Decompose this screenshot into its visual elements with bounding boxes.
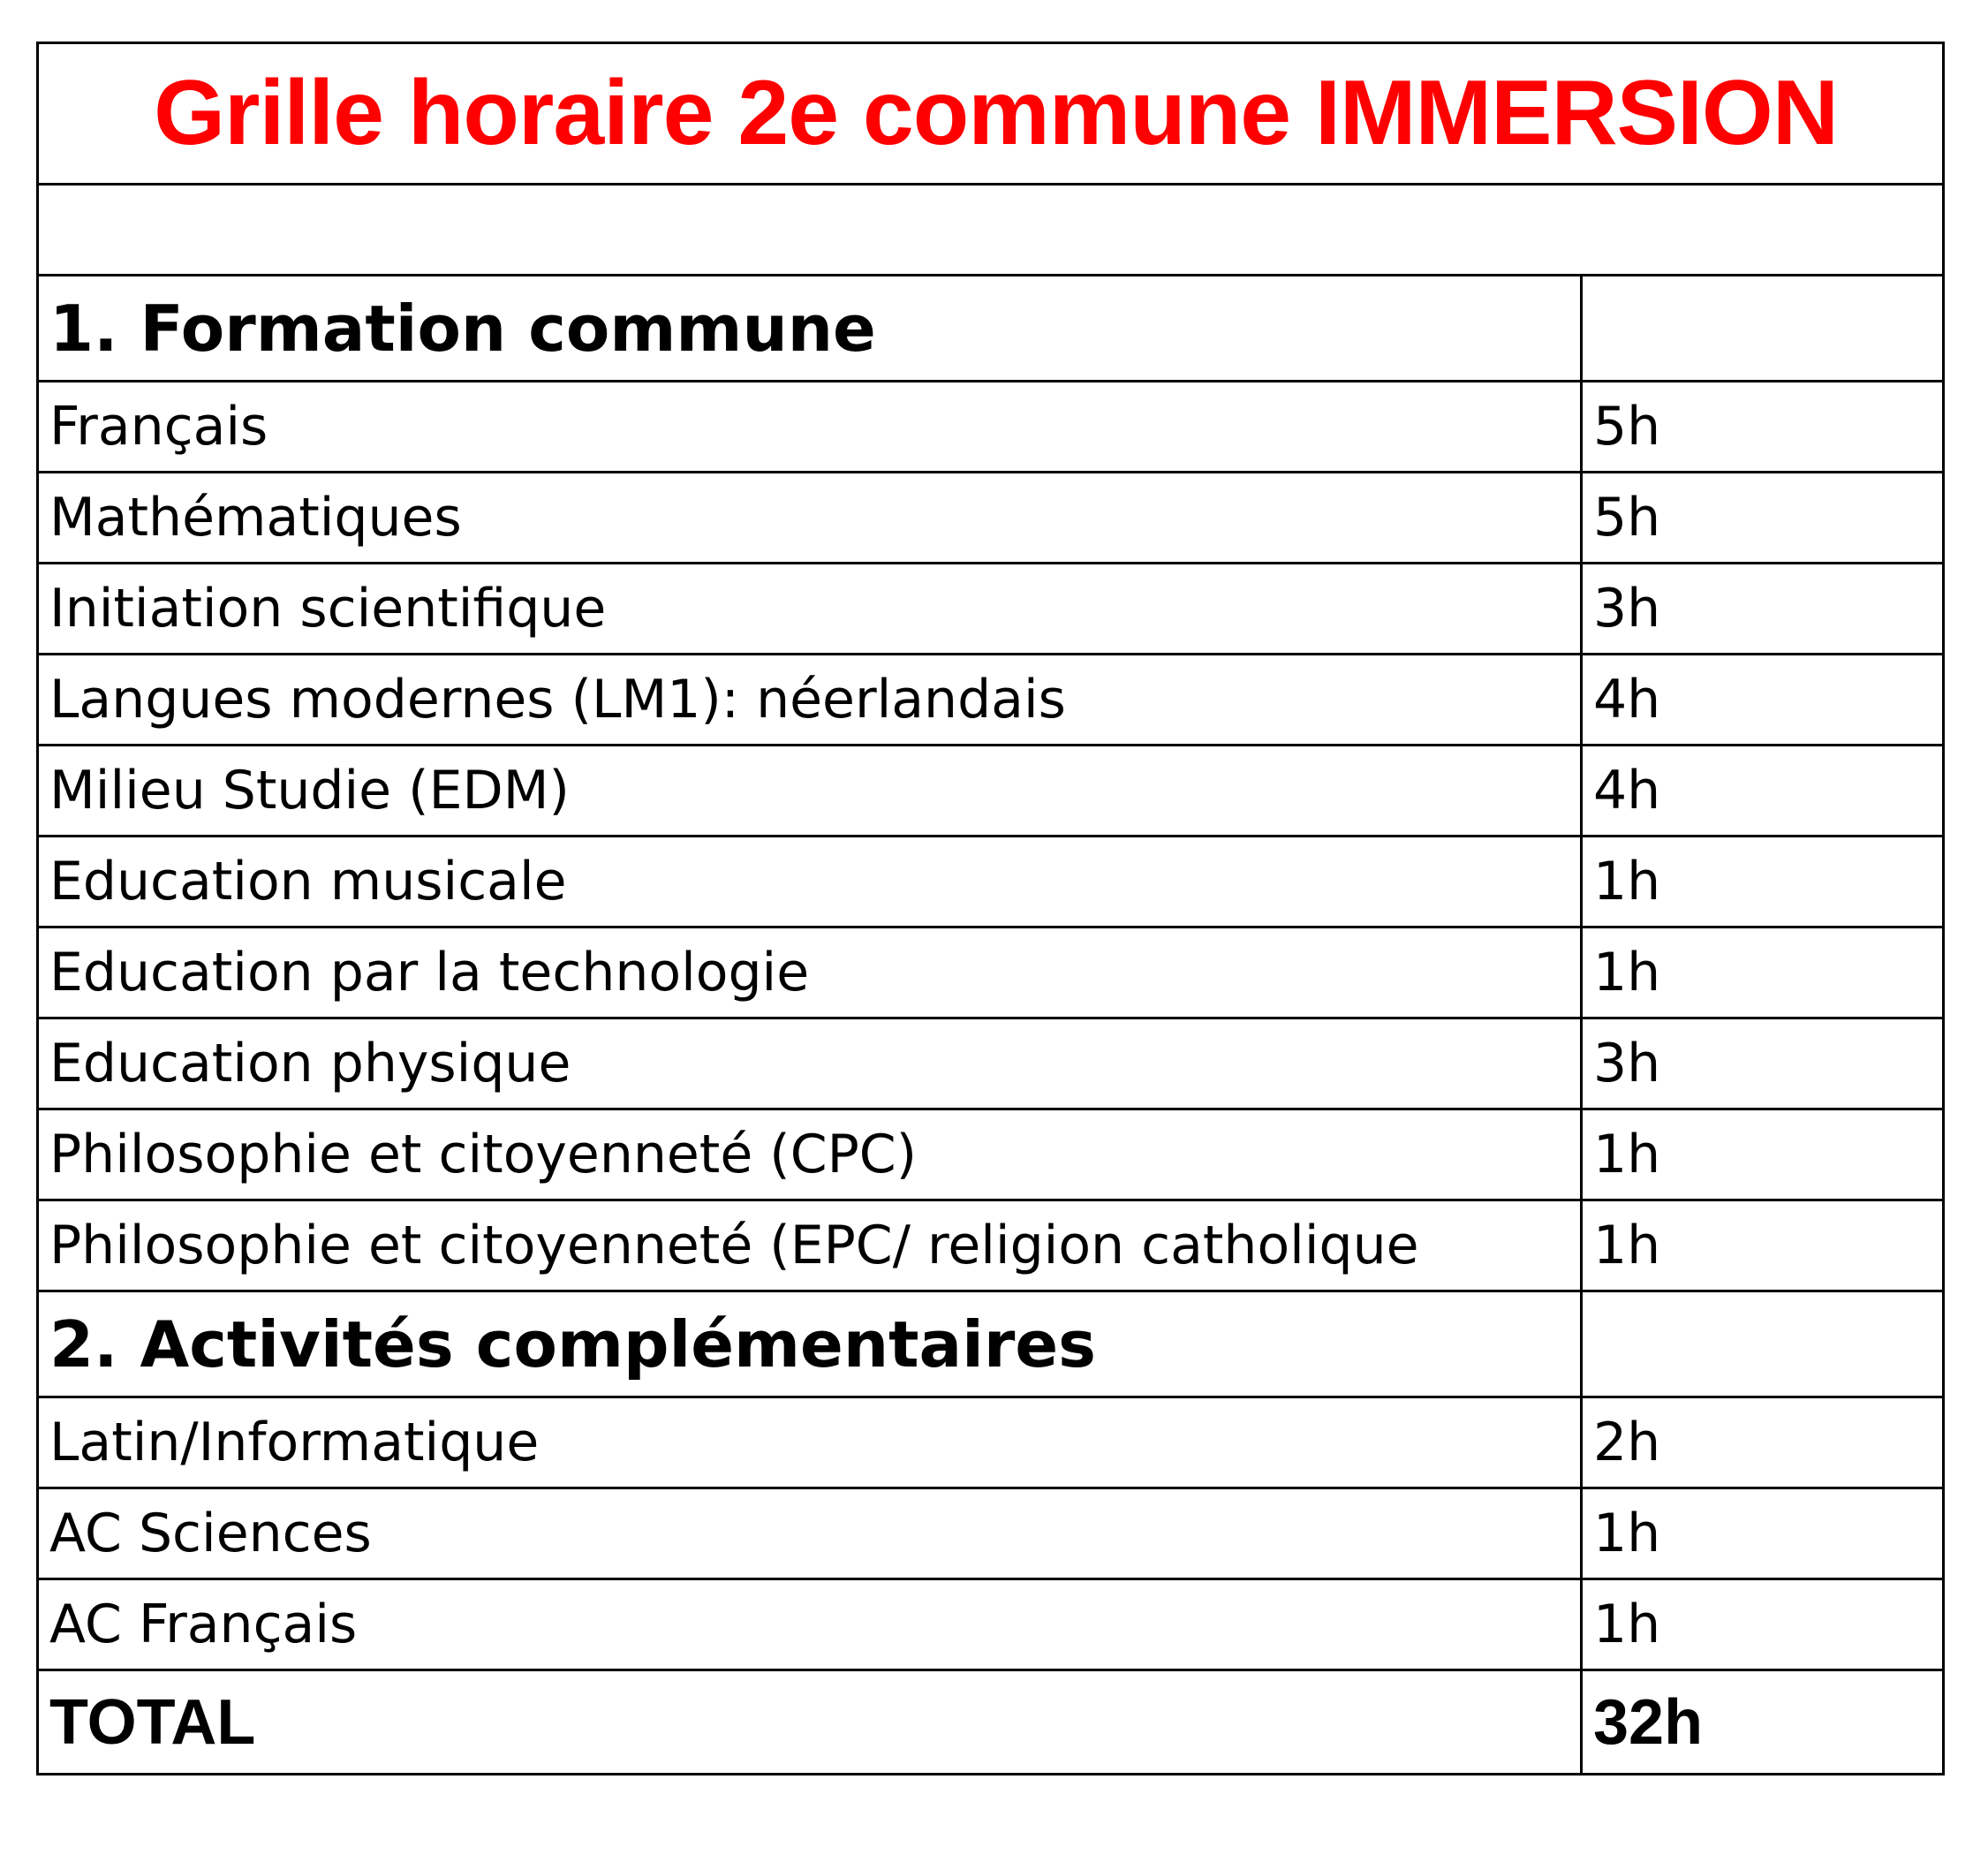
total-label: TOTAL [38, 1670, 1582, 1775]
subject-cell: Langues modernes (LM1): néerlandais [38, 655, 1582, 746]
hours-cell: 5h [1582, 382, 1944, 473]
hours-cell: 3h [1582, 564, 1944, 655]
total-row [38, 1670, 1944, 1775]
hours-cell: 1h [1582, 837, 1944, 928]
table-row [38, 928, 1944, 1018]
subject-cell: Education physique [38, 1018, 1582, 1109]
table-row [38, 746, 1944, 837]
table-row [38, 382, 1944, 473]
table-row [38, 837, 1944, 928]
subject-cell: Education musicale [38, 837, 1582, 928]
hours-cell: 4h [1582, 746, 1944, 837]
hours-cell: 1h [1582, 928, 1944, 1018]
section-hours-cell [1582, 1291, 1944, 1397]
section-heading: 1. Formation commune [38, 276, 1582, 382]
blank-row [38, 185, 1944, 276]
subject-cell: Mathématiques [38, 473, 1582, 564]
subject-cell: Latin/Informatique [38, 1397, 1582, 1488]
hours-cell: 2h [1582, 1397, 1944, 1488]
table-row [38, 1200, 1944, 1291]
hours-cell: 3h [1582, 1018, 1944, 1109]
title-row [38, 43, 1944, 185]
subject-cell: Education par la technologie [38, 928, 1582, 1018]
subject-cell: AC Français [38, 1579, 1582, 1670]
hours-cell: 1h [1582, 1488, 1944, 1579]
table-row [38, 1397, 1944, 1488]
blank-cell [38, 185, 1944, 276]
hours-cell: 1h [1582, 1579, 1944, 1670]
hours-cell: 1h [1582, 1109, 1944, 1200]
table-row [38, 655, 1944, 746]
table-row [38, 1109, 1944, 1200]
subject-cell: Milieu Studie (EDM) [38, 746, 1582, 837]
table-row [38, 1579, 1944, 1670]
section-header-row [38, 276, 1944, 382]
hours-cell: 1h [1582, 1200, 1944, 1291]
hours-cell: 4h [1582, 655, 1944, 746]
subject-cell: Philosophie et citoyenneté (CPC) [38, 1109, 1582, 1200]
section-hours-cell [1582, 276, 1944, 382]
subject-cell: Initiation scientifique [38, 564, 1582, 655]
schedule-table [36, 42, 1945, 1776]
table-row [38, 1018, 1944, 1109]
subject-cell: Philosophie et citoyenneté (EPC/ religion catholique [38, 1200, 1582, 1291]
table-title: Grille horaire 2e commune IMMERSION [38, 43, 1944, 185]
table-row [38, 1488, 1944, 1579]
subject-cell: Français [38, 382, 1582, 473]
table-row [38, 473, 1944, 564]
section-heading: 2. Activités complémentaires [38, 1291, 1582, 1397]
section-header-row [38, 1291, 1944, 1397]
hours-cell: 5h [1582, 473, 1944, 564]
table-row [38, 564, 1944, 655]
total-hours: 32h [1582, 1670, 1944, 1775]
subject-cell: AC Sciences [38, 1488, 1582, 1579]
